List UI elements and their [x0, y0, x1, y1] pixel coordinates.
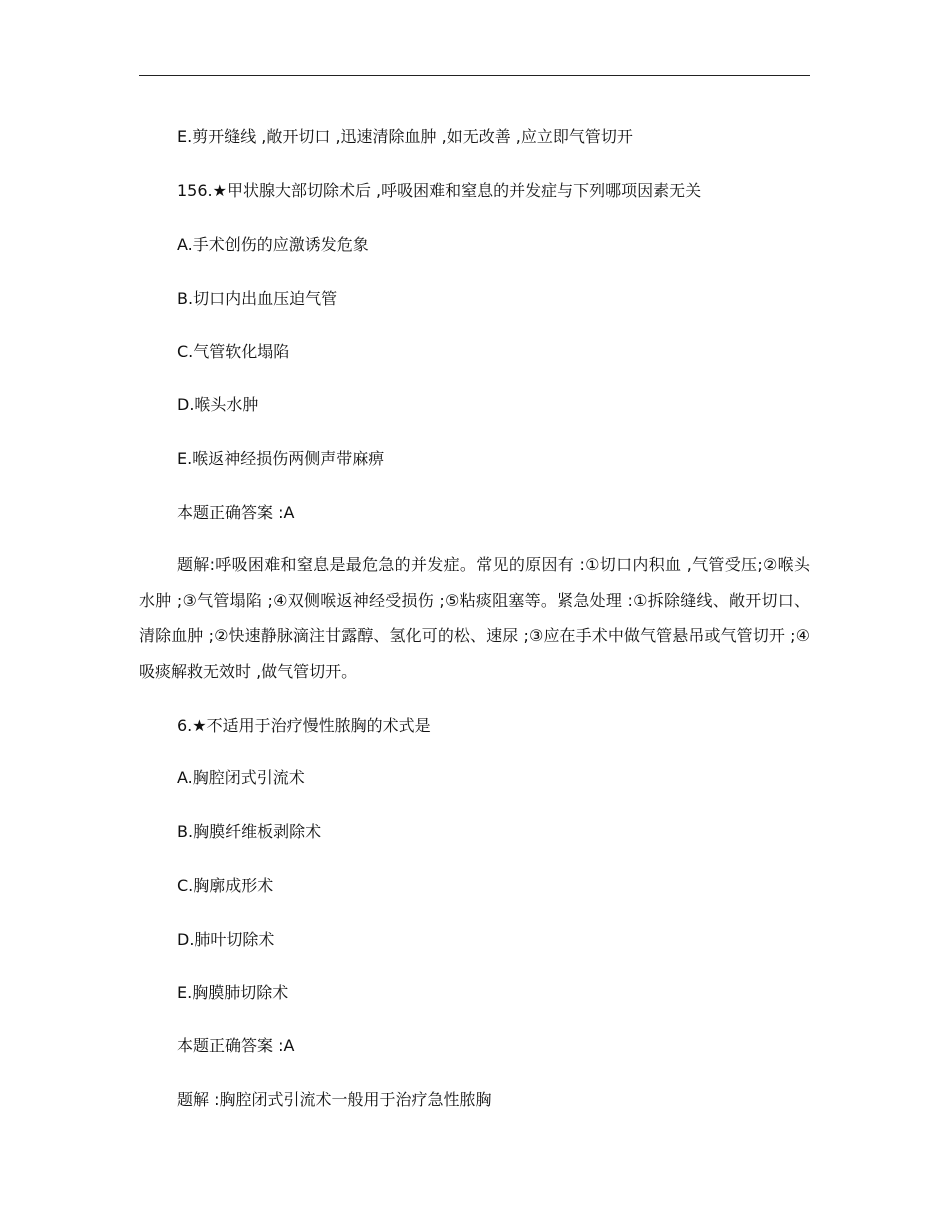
- question-6-answer: 本题正确答案 :A: [177, 1036, 295, 1055]
- question-156-answer: 本题正确答案 :A: [177, 503, 295, 522]
- question-156-stem: 156.★甲状腺大部切除术后 ,呼吸困难和窒息的并发症与下列哪项因素无关: [177, 181, 702, 200]
- question-6-explanation: 题解 :胸腔闭式引流术一般用于治疗急性脓胸: [177, 1090, 492, 1109]
- question-6-stem: 6.★不适用于治疗慢性脓胸的术式是: [177, 716, 431, 735]
- question-156-option-a: A.手术创伤的应激诱发危象: [177, 235, 369, 254]
- prev-question-option-e: E.剪开缝线 ,敞开切口 ,迅速清除血肿 ,如无改善 ,应立即气管切开: [177, 127, 633, 146]
- question-156-option-c: C.气管软化塌陷: [177, 342, 290, 361]
- question-156-explanation: 题解:呼吸困难和窒息是最危急的并发症。常见的原因有 :①切口内积血 ,气管受压;②喉头水肿 ;③气管塌陷 ;④双侧喉返神经受损伤 ;⑤粘痰阻塞等。紧急处理 :①拆除缝线、敞开切口、清除血肿 ;②快速静脉滴注甘露醇、氢化可的松、速尿 ;③应在手术中做气管悬吊或气管切开 ;④吸痰解救无效时 ,做气管切开。: [139, 555, 810, 681]
- question-156-option-e: E.喉返神经损伤两侧声带麻痹: [177, 449, 385, 468]
- question-6-option-c: C.胸廓成形术: [177, 876, 274, 895]
- question-156-option-d: D.喉头水肿: [177, 395, 259, 414]
- question-6-option-a: A.胸腔闭式引流术: [177, 768, 305, 787]
- question-156-option-b: B.切口内出血压迫气管: [177, 289, 338, 308]
- header-rule: [139, 75, 810, 76]
- question-6-option-d: D.肺叶切除术: [177, 930, 275, 949]
- question-6-option-e: E.胸膜肺切除术: [177, 983, 289, 1002]
- question-6-option-b: B.胸膜纤维板剥除术: [177, 822, 322, 841]
